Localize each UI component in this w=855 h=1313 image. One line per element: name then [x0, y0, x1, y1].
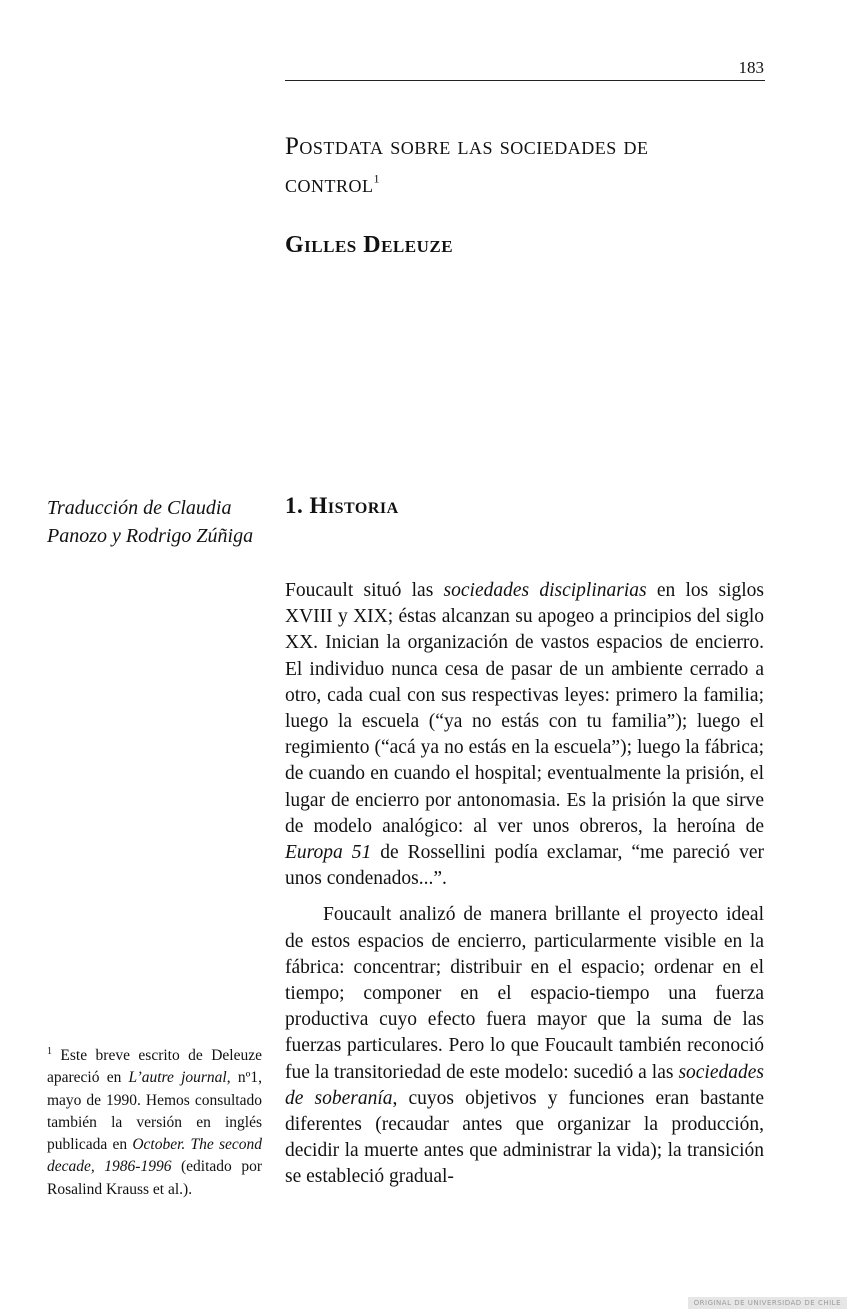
footnote-marker: 1: [47, 1045, 52, 1057]
translator-credit: [47, 494, 272, 550]
section-heading: 1. Historia: [285, 493, 399, 518]
paragraph-1-text-e: de Rossellini podía exclamar, “me pareció ver unos condenados...”.: [285, 842, 764, 890]
footnote-text-a: Este breve escrito de Deleuze apareció en: [47, 1047, 262, 1087]
footnote-journal-title: L’autre journal: [128, 1069, 227, 1087]
translator-credit-line-2: Panozo y Rodrigo Zúñiga: [47, 525, 254, 547]
article-title: [285, 128, 765, 204]
footnote-text-e: (editado por Rosalind Krauss et al.).: [47, 1158, 262, 1198]
paragraph-1-text-c: en los siglos XVIII y XIX; éstas alcanzan su apogeo a principios del siglo XX. Inician la organización de vastos espacios de encierro. El individuo nunca cesa de pasar de un ambiente cerrado a otro, cada cual con sus respectivas leyes: primero la familia; luego la escuela (“ya no estás con tu familia”); luego el regimiento (“acá ya no estás en la escuela”); luego la fábrica; de cuando en cuando el hospital; eventualmente la prisión, el lugar de encierro por antonomasia. Es la prisión la que sirve de modelo analógico: al ver unos obreros, la heroína de: [285, 580, 764, 837]
title-line-2: control: [285, 171, 374, 198]
paragraph-1-text-a: Foucault situó las: [285, 580, 444, 601]
paragraph-2-emphasis-soberania: sociedades de soberanía: [285, 1061, 764, 1109]
header-rule: [285, 80, 765, 81]
footnote-text-c: , nº1, mayo de 1990. Hemos consultado también la versión en inglés publicada en: [47, 1069, 262, 1154]
body-paragraph-1: [285, 578, 764, 892]
footnote: [47, 1045, 262, 1201]
paragraph-1-film-title: Europa 51: [285, 842, 372, 864]
footnote-book-title: October. The second decade, 1986-1996: [47, 1136, 262, 1176]
paragraph-2-text-c: , cuyos objetivos y funciones eran bastante diferentes (recaudar antes que organizar la producción, decidir la muerte antes que administrar la vida); la transición se estableció gradual-: [285, 1087, 765, 1188]
paragraph-2-text-a: Foucault analizó de manera brillante el proyecto ideal de estos espacios de encierro, particularmente visible en la fábrica: concentrar; distribuir en el espacio; ordenar en el tiempo; componer en el espacio-tiempo una fuerza productiva cuyo efecto fuera mayor que la suma de las fuerzas particulares. Pero lo que Foucault también reconoció fue la transitoriedad de este modelo: sucedió a las: [285, 904, 764, 1083]
author-name: Gilles Deleuze: [285, 232, 454, 258]
body-text: [285, 578, 764, 1191]
title-footnote-ref: 1: [373, 171, 380, 186]
watermark: ORIGINAL DE UNIVERSIDAD DE CHILE: [688, 1297, 847, 1309]
page-number: 183: [738, 58, 764, 77]
title-line-1: Postdata sobre las sociedades de: [285, 133, 649, 160]
body-paragraph-2: [285, 902, 764, 1190]
paragraph-1-emphasis-disciplinarias: sociedades disciplinarias: [443, 580, 647, 601]
translator-credit-line-1: Traducción de Claudia: [47, 497, 232, 519]
